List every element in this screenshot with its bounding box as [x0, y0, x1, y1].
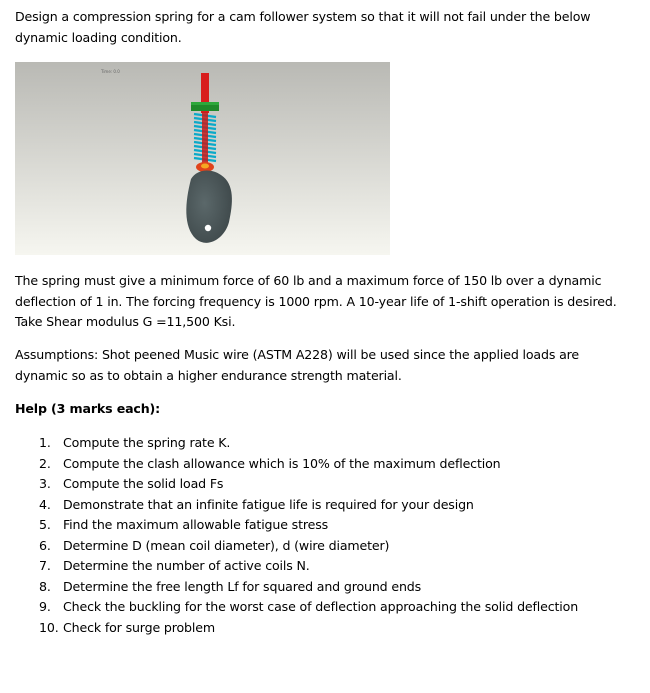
requirements-paragraph: The spring must give a minimum force of 60 lb and a maximum force of 150 lb over a dynamic deflection of 1 in. The forcing frequency is 1000 rpm. A 10-year life of 1-shift operation is desired. Take Shear modulus G =11,500 Ksi. [15, 273, 617, 329]
list-item: 3. Compute the solid load Fs [39, 476, 224, 491]
list-item: 2. Compute the clash allowance which is 10% of the maximum deflection [39, 455, 501, 471]
list-item: 6. Determine D (mean coil diameter), d (wire diameter) [39, 537, 390, 553]
list-item: 1. Compute the spring rate K. [39, 435, 231, 450]
help-heading: Help (3 marks each): [15, 401, 161, 416]
list-item: 5. Find the maximum allowable fatigue stress [39, 517, 329, 532]
cam-shaft-hole [205, 225, 211, 231]
list-item: 9. Check the buckling for the worst case of deflection approaching the solid deflection [39, 599, 579, 614]
assumptions-paragraph: Assumptions: Shot peened Music wire (ASTM A228) will be used since the applied loads are dynamic so as to obtain a higher endurance strength material. [15, 347, 580, 383]
list-item: 7. Determine the number of active coils N. [39, 558, 310, 573]
intro-paragraph: Design a compression spring for a cam follower system so that it will not fail under the below dynamic loading condition. [15, 9, 591, 45]
figure-time-label: Time: 0.0 [101, 69, 120, 74]
list-item: 8. Determine the free length Lf for squared and ground ends [39, 578, 422, 594]
steps-list [15, 433, 635, 638]
list-item: 10. Check for surge problem [39, 619, 215, 635]
cam-follower-figure [15, 62, 390, 255]
list-item: 4. Demonstrate that an infinite fatigue life is required for your design [39, 496, 474, 512]
